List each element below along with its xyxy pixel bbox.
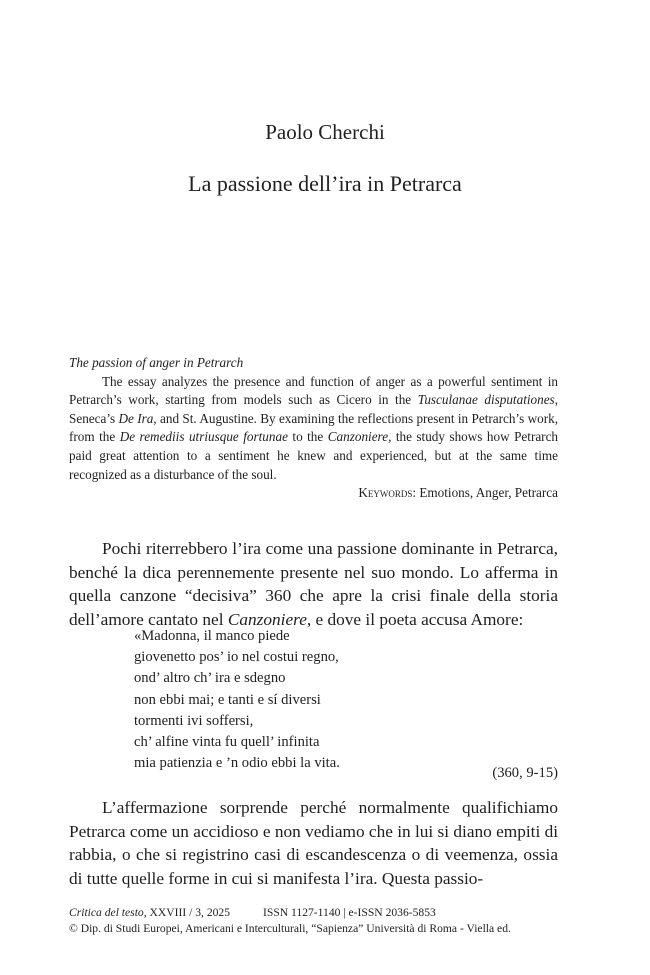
- abstract-work-title: De Ira: [118, 410, 154, 426]
- abstract-work-title: Canzoniere: [327, 429, 389, 445]
- quote-line: giovenetto pos’ io nel costui regno,: [134, 649, 339, 666]
- abstract-section: [69, 354, 558, 503]
- abstract-work-title: Tusculanae disputationes: [417, 392, 555, 408]
- page-footer: [69, 905, 589, 936]
- journal-name: Critica del testo: [69, 906, 144, 919]
- quote-line: tormenti ivi soffersi,: [134, 712, 254, 729]
- footer-copyright: © Dip. di Studi Europei, Americani e Interculturali, “Sapienza” Università di Roma - Viella ed.: [69, 921, 511, 935]
- abstract-text: , the study shows how Petrarch paid great attention to a sentiment he knew and experienced, but at the same time recognized as a disturbance of the soul.: [69, 429, 559, 482]
- body-text: , e dove il poeta accusa Amore:: [306, 609, 524, 629]
- body-paragraph-1: [69, 537, 558, 631]
- journal-issn: ISSN 1127-1140 | e-ISSN 2036-5853: [263, 906, 436, 919]
- keywords-list: : Emotions, Anger, Petrarca: [412, 485, 558, 501]
- author-name: Paolo Cherchi: [265, 120, 385, 144]
- abstract-text: , and St. Augustine. By examining the reflections present in Petrarch’s work, from the: [69, 410, 558, 445]
- body-text: Pochi riterrebbero l’ira come una passione dominante in Petrarca, benché la dica perennemente presente nel suo mondo. Lo afferma in quella canzone “decisiva” 360 che apre la crisi finale della storia dell’amore cantato nel: [69, 539, 558, 629]
- keywords-label: Keywords: [358, 485, 413, 501]
- keywords-line: [69, 484, 558, 503]
- quote-line: ch’ alfine vinta fu quell’ infinita: [134, 734, 320, 751]
- abstract-body: [69, 373, 558, 485]
- quote-line: mia patienzia e ’n odio ebbi la vita.: [134, 755, 340, 772]
- quote-line: ond’ altro ch’ ira e sdegno: [134, 670, 286, 687]
- abstract-title: The passion of anger in Petrarch: [69, 355, 244, 370]
- footer-journal-line: [69, 905, 589, 921]
- quote-citation: (360, 9-15): [492, 765, 558, 781]
- quote-line: non ebbi mai; e tanti e sí diversi: [134, 691, 321, 708]
- body-text: L’affermazione sorprende perché normalmente qualifichiamo Petrarca come un accidioso e non vediamo che in lui si diano empiti di rabbia, o che si registrino casi di escandescenza o di veemenza, ossia di tutte quelle forme in cui si manifesta l’ira. Questa passio-: [69, 798, 559, 888]
- abstract-text: to the: [287, 429, 328, 445]
- abstract-text: The essay analyzes the presence and function of anger as a powerful sentiment in Petrarch’s work, starting from models such as Cicero in the: [69, 373, 558, 408]
- abstract-work-title: De remediis utriusque fortunae: [119, 429, 288, 445]
- abstract-text: , Seneca’s: [69, 392, 558, 426]
- journal-issue: , XXVIII / 3, 2025: [143, 906, 231, 919]
- body-paragraph-2: [69, 796, 558, 890]
- quote-line: «Madonna, il manco piede: [134, 628, 290, 644]
- article-title: La passione dell’ira in Petrarca: [188, 171, 462, 196]
- block-quote: [134, 626, 564, 774]
- work-title: Canzoniere: [227, 609, 307, 629]
